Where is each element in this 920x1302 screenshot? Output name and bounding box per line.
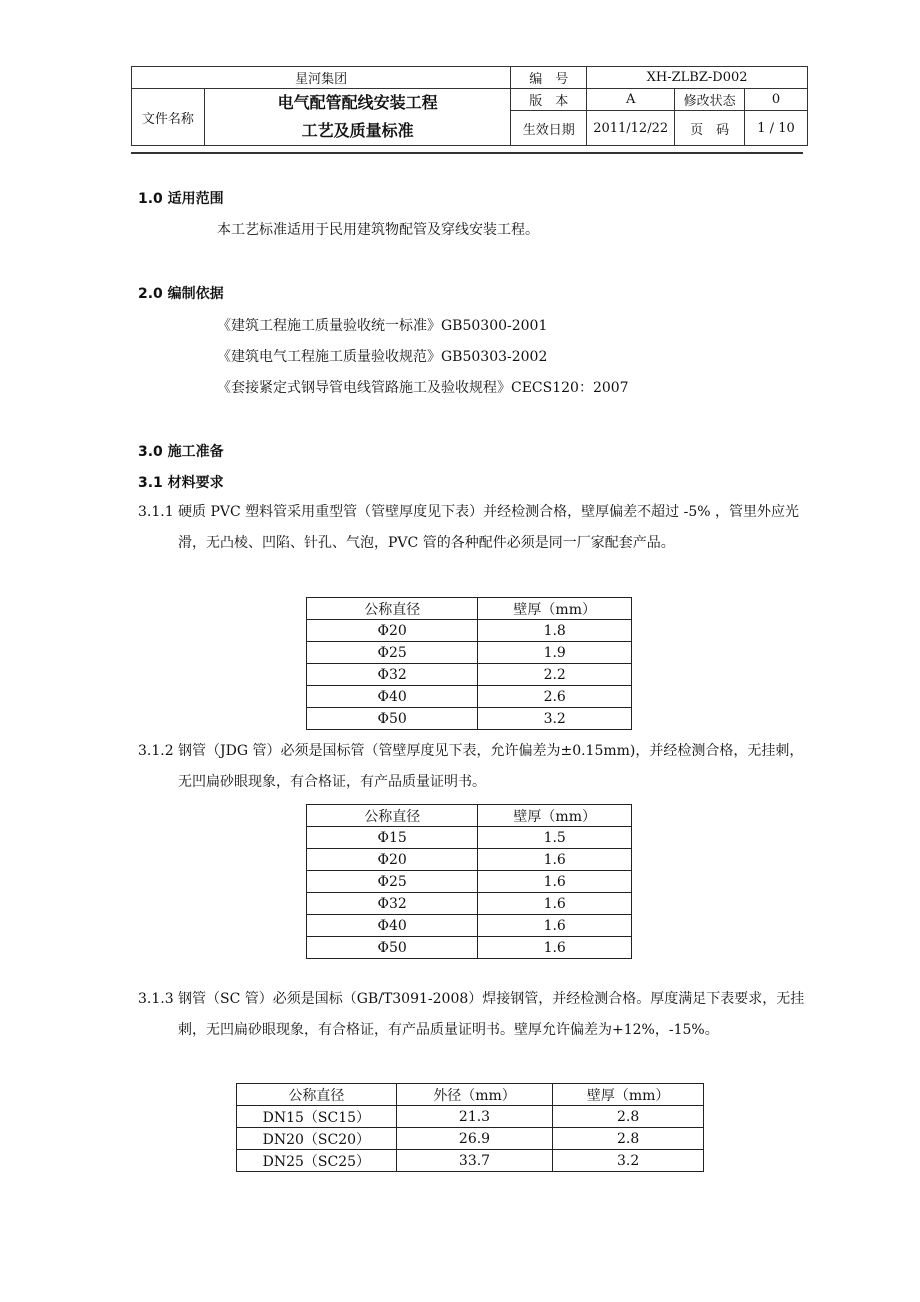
item-text: 硬质 PVC 塑料管采用重型管（管壁厚度见下表）并经检测合格，壁厚偏差不超过 -5% ，管里外应光滑，无凸棱、凹陷、针孔、气泡，PVC 管的各种配件必须是同一厂家配套产品。 <box>178 504 799 551</box>
table-row <box>307 827 632 849</box>
outer-diameter-cell: 26.9 <box>396 1128 553 1150</box>
diameter-cell: Φ40 <box>307 915 478 937</box>
diameter-cell: DN20（SC20） <box>237 1128 397 1150</box>
thickness-cell: 3.2 <box>553 1150 704 1172</box>
thickness-cell: 1.6 <box>478 915 632 937</box>
title-line-2: 工艺及质量标准 <box>301 121 414 140</box>
section-1-title: 1.0 适用范围 <box>138 191 224 207</box>
column-header: 外径（mm） <box>396 1084 553 1106</box>
table-header-row <box>307 598 632 620</box>
document-header-table <box>131 66 808 146</box>
header-divider <box>131 152 803 154</box>
revision-value: 0 <box>745 89 808 111</box>
diameter-cell: Φ40 <box>307 686 478 708</box>
thickness-cell: 1.6 <box>478 893 632 915</box>
thickness-cell: 1.8 <box>478 620 632 642</box>
jdg-thickness-table <box>306 804 632 959</box>
thickness-cell: 1.5 <box>478 827 632 849</box>
section-3-1-title: 3.1 材料要求 <box>138 475 224 491</box>
page-value: 1 / 10 <box>745 111 808 146</box>
diameter-cell: Φ25 <box>307 871 478 893</box>
effective-date-value: 2011/12/22 <box>587 111 675 146</box>
diameter-cell: Φ50 <box>307 708 478 730</box>
revision-label: 修改状态 <box>675 89 745 111</box>
diameter-cell: Φ20 <box>307 620 478 642</box>
table-row <box>307 686 632 708</box>
thickness-cell: 2.8 <box>553 1106 704 1128</box>
thickness-cell: 1.6 <box>478 871 632 893</box>
item-3-1-2 <box>138 736 806 798</box>
sc-pipe-table <box>236 1083 704 1172</box>
reference-item: 《建筑电气工程施工质量验收规范》GB50303-2002 <box>217 349 548 365</box>
table-row <box>307 620 632 642</box>
column-header: 公称直径 <box>307 598 478 620</box>
column-header: 壁厚（mm） <box>478 805 632 827</box>
table-row <box>307 708 632 730</box>
table-row <box>237 1106 704 1128</box>
diameter-cell: Φ15 <box>307 827 478 849</box>
diameter-cell: Φ20 <box>307 849 478 871</box>
item-text: 钢管（SC 管）必须是国标（GB/T3091-2008）焊接钢管，并经检测合格。厚度满足下表要求，无挂刺，无凹扁砂眼现象，有合格证，有产品质量证明书。壁厚允许偏差为+12%，-15%。 <box>178 991 805 1038</box>
section-1-text: 本工艺标准适用于民用建筑物配管及穿线安装工程。 <box>217 222 539 238</box>
number-label: 编 号 <box>511 67 587 89</box>
item-number: 3.1.2 <box>138 743 174 759</box>
thickness-cell: 2.8 <box>553 1128 704 1150</box>
table-row <box>237 1150 704 1172</box>
thickness-cell: 1.9 <box>478 642 632 664</box>
title-line-1: 电气配管配线安装工程 <box>277 93 438 112</box>
table-header-row <box>307 805 632 827</box>
table-row <box>307 664 632 686</box>
outer-diameter-cell: 21.3 <box>396 1106 553 1128</box>
item-number: 3.1.1 <box>138 504 174 520</box>
column-header: 壁厚（mm） <box>478 598 632 620</box>
thickness-cell: 2.6 <box>478 686 632 708</box>
item-3-1-3 <box>138 984 806 1077</box>
thickness-cell: 3.2 <box>478 708 632 730</box>
page-label: 页 码 <box>675 111 745 146</box>
column-header: 公称直径 <box>237 1084 397 1106</box>
diameter-cell: Φ32 <box>307 664 478 686</box>
section-2-title: 2.0 编制依据 <box>138 286 224 302</box>
number-value: XH-ZLBZ-D002 <box>587 67 808 89</box>
doc-name-label: 文件名称 <box>132 89 205 146</box>
table-row <box>307 642 632 664</box>
reference-item: 《套接紧定式钢导管电线管路施工及验收规程》CECS120：2007 <box>217 380 629 396</box>
table-row <box>307 893 632 915</box>
item-3-1-1 <box>138 497 806 590</box>
table-row <box>307 937 632 959</box>
column-header: 壁厚（mm） <box>553 1084 704 1106</box>
diameter-cell: Φ32 <box>307 893 478 915</box>
table-row <box>307 871 632 893</box>
table-row <box>307 849 632 871</box>
version-label: 版 本 <box>511 89 587 111</box>
section-3-title: 3.0 施工准备 <box>138 444 224 460</box>
thickness-cell: 2.2 <box>478 664 632 686</box>
column-header: 公称直径 <box>307 805 478 827</box>
diameter-cell: DN25（SC25） <box>237 1150 397 1172</box>
table-row <box>237 1128 704 1150</box>
table-header-row <box>237 1084 704 1106</box>
diameter-cell: Φ50 <box>307 937 478 959</box>
pvc-thickness-table <box>306 597 632 730</box>
version-value: A <box>587 89 675 111</box>
item-text: 钢管（JDG 管）必须是国标管（管壁厚度见下表，允许偏差为±0.15mm)，并经检测合格，无挂刺，无凹扁砂眼现象，有合格证，有产品质量证明书。 <box>178 743 804 790</box>
effective-date-label: 生效日期 <box>511 111 587 146</box>
document-title <box>204 89 510 146</box>
diameter-cell: DN15（SC15） <box>237 1106 397 1128</box>
item-number: 3.1.3 <box>138 991 174 1007</box>
outer-diameter-cell: 33.7 <box>396 1150 553 1172</box>
company-name: 星河集团 <box>132 67 511 89</box>
reference-item: 《建筑工程施工质量验收统一标准》GB50300-2001 <box>217 318 548 334</box>
diameter-cell: Φ25 <box>307 642 478 664</box>
thickness-cell: 1.6 <box>478 849 632 871</box>
thickness-cell: 1.6 <box>478 937 632 959</box>
table-row <box>307 915 632 937</box>
